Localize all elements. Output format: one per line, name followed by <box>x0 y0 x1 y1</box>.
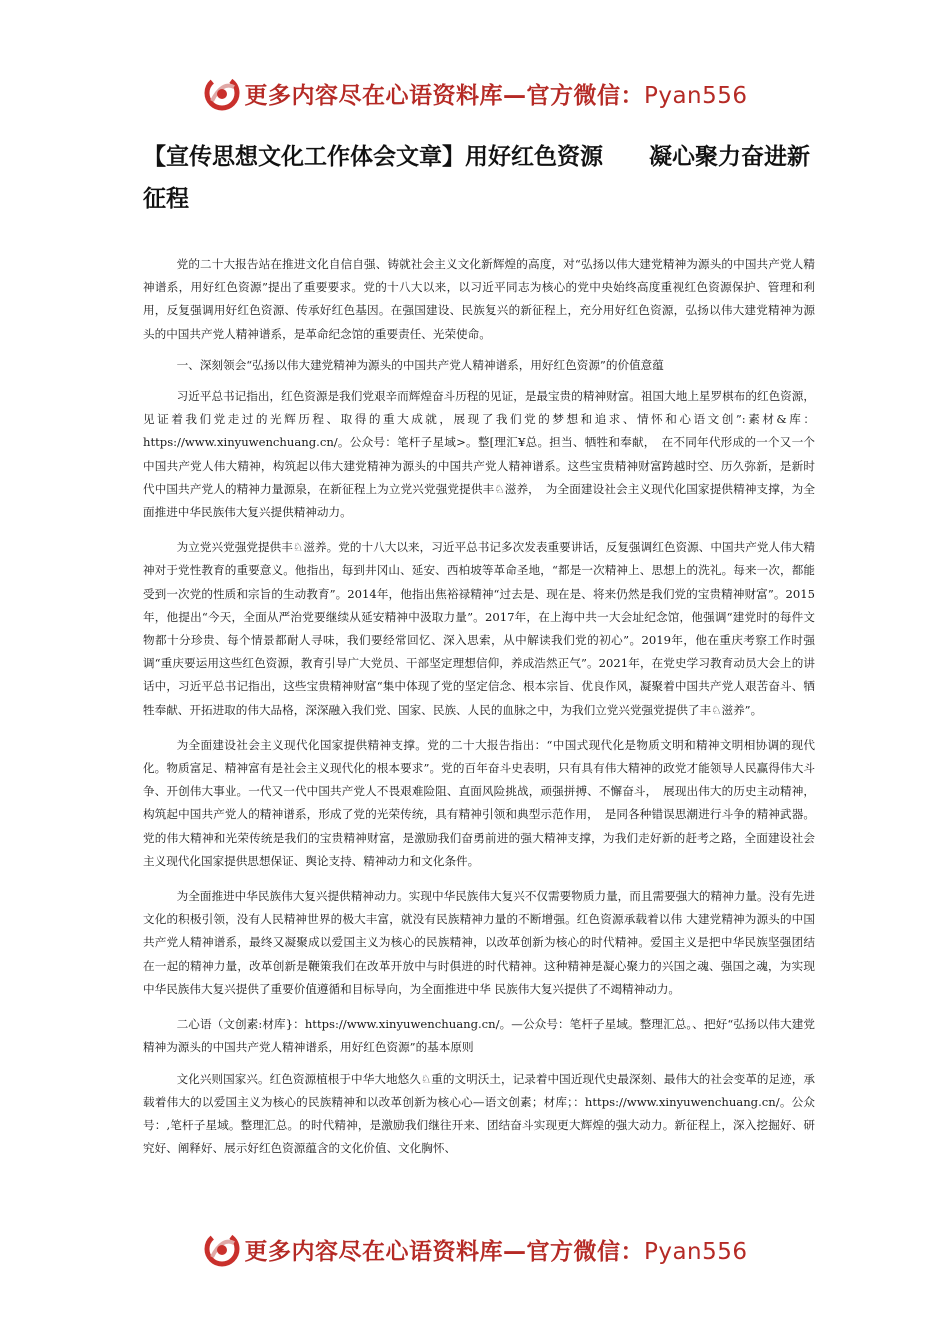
paragraph-intro: 党的二十大报告站在推进文化自信自强、铸就社会主义文化新辉煌的高度，对“弘扬以伟大建党精神为源头的中国共产党人精神谱系，用好红色资源”提出了重要要求。党的十八大以来，以习近平同志为核心的党中央始终高度重视红色资源保护、管理和利用，反复强调用好红色资源、传承好红色基因。在强国建设、民族复兴的新征程上，充分用好红色资源，弘扬以伟大建党精神为源头的中国共产党人精神谱系，是革命纪念馆的重要责任、光荣使命。 <box>143 257 815 341</box>
paragraph: 为立党兴党强党提供丰♘滋养。党的十八大以来，习近平总书记多次发表重要讲话，反复强调红色资源、中国共产党人伟大精神对于党性教育的重要意义。他指出，每到井冈山、延安、西柏坡等革命圣地，“都是一次精神上、思想上的洗礼。每来一次，都能受到一次党的性质和宗旨的生动教育”。2014年，他指出焦裕禄精神“过去是、现在是、将来仍然是我们党的宝贵精神财富”。2015年，他提出“今天，全面从严治党要继续从延安精神中汲取力量”。2017年，在上海中共一大会址纪念馆，他强调“建党时的每件文物都十分珍贵、每个情景都耐人寻味，我们要经常回忆、深入思索，从中解读我们党的初心”。2019年，他在重庆考察工作时强调“重庆要运用这些红色资源，教育引导广大党员、干部坚定理想信仰，养成浩然正气”。2021年，在党史学习教育动员大会上的讲话中，习近平总书记指出，这些宝贵精神财富“集中体现了党的坚定信念、根本宗旨、优良作风，凝聚着中国共产党人艰苦奋斗、牺牲奉献、开拓进取的伟大品格，深深融入我们党、国家、民族、人民的血脉之中，为我们立党兴党强党提供了丰♘滋养”。 <box>143 540 815 717</box>
paragraph: 习近平总书记指出，红色资源是我们党艰辛而辉煌奋斗历程的见证，是最宝贵的精神财富。祖国大地上星罗棋布的红色资源，见证着我们党走过的光辉历程、取得的重大成就，展现了我们党的梦想和追求、情怀和心语文创”:素材&库：https://www.xinyuwenchuang.cn/。公众号：笔杆子星域>。整[理汇¥总。担当、牺牲和奉献， 在不同年代形成的一个又一个中国共产党人伟大精神，构筑起以伟大建党精神为源头的中国共产党人精神谱系。这些宝贵精神财富跨越时空、历久弥新，是新时代中国共产党人的精神力量源泉，在新征程上为立党兴党强党提供丰♘滋养， 为全面建设社会主义现代化国家提供精神支撑，为全面推进中华民族伟大复兴提供精神动力。 <box>143 389 815 520</box>
banner-text: 更多内容尽在心语资料库—官方微信：Pyan556 <box>244 82 748 109</box>
paragraph: 为全面建设社会主义现代化国家提供精神支撑。党的二十大报告指出：“中国式现代化是物质文明和精神文明相协调的现代化。物质富足、精神富有是社会主义现代化的根本要求”。党的百年奋斗史表明，只有具有伟大精神的政党才能领导人民赢得伟大斗争、开创伟大事业。一代又一代中国共产党人不畏艰难险阻、直面风险挑战，顽强拼搏、不懈奋斗， 展现出伟大的历史主动精神，构筑起中国共产党人的精神谱系，形成了党的光荣传统，具有精神引领和典型示范作用， 是同各种错误思潮进行斗争的精神武器。党的伟大精神和光荣传统是我们的宝贵精神财富，是激励我们奋勇前进的强大精神支撑，为我们走好新的赶考之路，全面建设社会主义现代化国家提供思想保证、舆论支持、精神动力和文化条件。 <box>143 737 815 868</box>
paragraph: 文化兴则国家兴。红色资源植根于中华大地悠久♘重的文明沃土，记录着中国近现代史最深刻、最伟大的社会变革的足迹，承载着伟大的以爱国主义为核心的民族精神和以改革创新为核心心—语文创素；材库；：https://www.xinyuwenchuang.cn/。公众号：,笔杆子星域。整理汇总。的时代精神，是激励我们继往开来、团结奋斗实现更大辉煌的强大动力。新征程上，深入挖掘好、研究好、阐释好、展示好红色资源蕴含的文化价值、文化胸怀、 <box>143 1071 815 1156</box>
banner-text: 更多内容尽在心语资料库—官方微信：Pyan556 <box>244 1238 748 1265</box>
article-title: 【宣传思想文化工作体会文章】用好红色资源 凝心聚力奋进新征程 <box>143 144 810 212</box>
wechat-handle: Pyan556 <box>643 82 748 109</box>
swirl-logo-icon <box>202 73 242 113</box>
article-body <box>143 253 815 1160</box>
header-watermark-banner <box>0 70 950 116</box>
section-heading-1: 一、深刻领会“弘扬以伟大建党精神为源头的中国共产党人精神谱系，用好红色资源”的价值意蕴 <box>176 357 664 372</box>
footer-watermark-banner <box>0 1226 950 1272</box>
section-heading-2: 二心语（文创素:材库}：https://www.xinyuwenchuang.cn/。—公众号：笔杆子星域。整理汇总。、把好“弘扬以伟大建党精神为源头的中国共产党人精神谱系，用好红色资源”的基本原则 <box>143 1017 815 1055</box>
swirl-logo-icon <box>202 1229 242 1269</box>
paragraph: 为全面推进中华民族伟大复兴提供精神动力。实现中华民族伟大复兴不仅需要物质力量，而且需要强大的精神力量。没有先进文化的积极引领，没有人民精神世界的极大丰富，就没有民族精神力量的不断增强。红色资源承载着以伟 大建党精神为源头的中国共产党人精神谱系，最终又凝聚成以爱国主义为核心的民族精神，以改革创新为核心的时代精神。爱国主义是把中华民族坚强团结在一起的精神力量，改革创新是鞭策我们在改革开放中与时俱进的时代精神。这种精神是凝心聚力的兴国之魂、强国之魂，为实现中华民族伟大复兴提供了重要价值遵循和目标导向，为全面推进中华 民族伟大复兴提供了不竭精神动力。 <box>143 889 815 996</box>
wechat-handle: Pyan556 <box>643 1238 748 1265</box>
